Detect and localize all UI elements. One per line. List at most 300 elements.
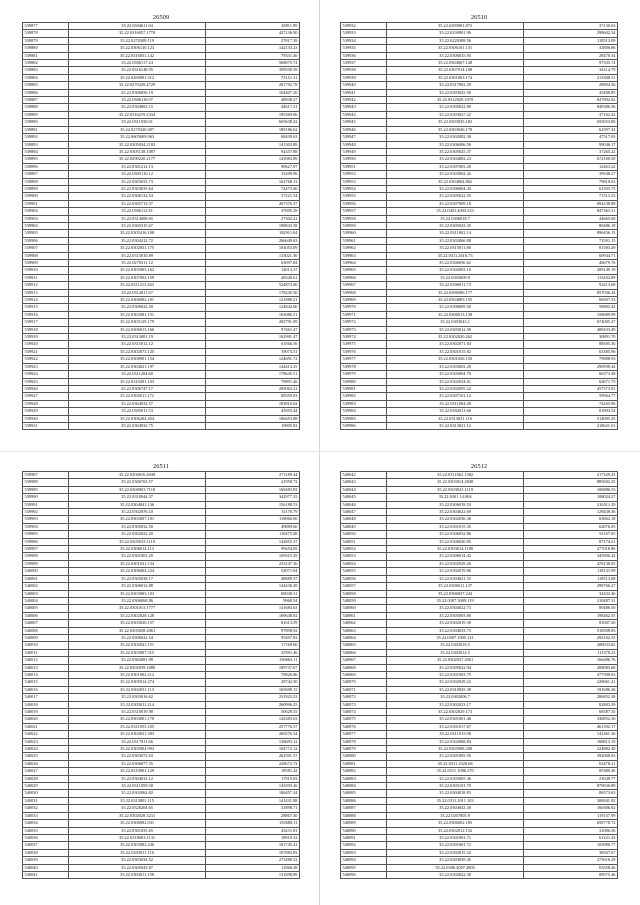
amount-cell: 849386.56 — [523, 104, 617, 111]
amount-cell: 69038.31 — [205, 590, 299, 597]
amount-cell: 52071.04 — [205, 568, 299, 575]
record-id-cell: 540083 — [341, 775, 387, 782]
table-row — [341, 723, 618, 730]
table-row — [341, 74, 618, 81]
table-row — [23, 230, 300, 237]
record-id-cell: 539944 — [341, 111, 387, 118]
table-row — [23, 679, 300, 686]
cadastral-code-cell: 35.22.0302037.2061 — [387, 657, 524, 664]
record-id-cell: 540000 — [23, 568, 69, 575]
record-id-cell: 539927 — [23, 393, 69, 400]
record-id-cell: 539997 — [23, 546, 69, 553]
amount-cell: 476138.05 — [523, 560, 617, 567]
amount-cell: 231923.53 — [205, 694, 299, 701]
amount-cell: 285063.21 — [205, 385, 299, 392]
cadastral-code-cell: 35.22.0303023.1119 — [387, 486, 524, 493]
amount-cell: 59964.77 — [523, 393, 617, 400]
record-id-cell: 540085 — [341, 790, 387, 797]
amount-cell: 106457.24 — [205, 790, 299, 797]
record-id-cell: 540087 — [341, 805, 387, 812]
cadastral-code-cell: 35.22.0311.1020.68 — [387, 760, 524, 767]
amount-cell: 70826.86 — [205, 671, 299, 678]
amount-cell: 104407.20 — [205, 89, 299, 96]
cadastral-code-cell: 35.22.0301015.82 — [387, 348, 524, 355]
record-id-cell: 539983 — [341, 400, 387, 407]
table-row — [23, 282, 300, 289]
table-row — [341, 297, 618, 304]
cadastral-code-cell: 35.22.0311.2616.73 — [387, 252, 524, 259]
cadastral-code-cell: 35.22.0313021.116 — [387, 415, 524, 422]
record-id-cell: 539946 — [341, 126, 387, 133]
amount-cell: 392068.63 — [523, 753, 617, 760]
cadastral-code-cell: 35.22.0301212.13 — [69, 163, 206, 170]
record-id-cell: 540082 — [341, 768, 387, 775]
record-id-cell: 539996 — [23, 538, 69, 545]
amount-cell: 79331.46 — [205, 52, 299, 59]
table-row — [23, 538, 300, 545]
record-id-cell: 540075 — [341, 716, 387, 723]
record-id-cell: 540026 — [23, 760, 69, 767]
amount-cell: 79888.93 — [523, 356, 617, 363]
cadastral-code-cell: 35.22.0305004.993 — [69, 746, 206, 753]
cadastral-code-cell: 35.22.0303039.45 — [387, 857, 524, 864]
table-row — [341, 422, 618, 429]
cadastral-code-cell: 35.22.0302018.5 — [387, 642, 524, 649]
amount-cell: 61503.75 — [523, 185, 617, 192]
record-id-cell: 539919 — [23, 334, 69, 341]
amount-cell: 46679.76 — [523, 260, 617, 267]
cadastral-code-cell: 35.22.0305315.67 — [69, 222, 206, 229]
table-row — [341, 134, 618, 141]
table-row — [23, 664, 300, 671]
table-row — [23, 612, 300, 619]
table-row — [23, 834, 300, 841]
cadastral-code-cell: 35.22.0305033.1110 — [69, 538, 206, 545]
record-id-cell: 540079 — [341, 746, 387, 753]
cadastral-code-cell: 35.22.0304021.303 — [69, 731, 206, 738]
table-row — [341, 334, 618, 341]
cadastral-code-cell: 35.22.0304021.197 — [69, 363, 206, 370]
amount-cell: 156663.11 — [205, 657, 299, 664]
table-row — [23, 171, 300, 178]
table-row — [23, 516, 300, 523]
amount-cell: 44617.21 — [205, 104, 299, 111]
record-id-cell: 539933 — [341, 30, 387, 37]
record-id-cell: 540050 — [341, 531, 387, 538]
records-table — [340, 22, 618, 430]
table-row — [23, 827, 300, 834]
cadastral-code-cell: 35.22.0302012.152 — [387, 827, 524, 834]
table-row — [341, 583, 618, 590]
record-id-cell: 540027 — [23, 768, 69, 775]
cadastral-code-cell: 35.22.0315012.12 — [69, 341, 206, 348]
record-id-cell: 539969 — [341, 297, 387, 304]
cadastral-code-cell: 35.22.0306130.123 — [69, 45, 206, 52]
amount-cell: 106886.53 — [523, 486, 617, 493]
cadastral-code-cell: 35.22.0302011.66 — [387, 408, 524, 415]
table-row — [341, 494, 618, 501]
table-row — [341, 126, 618, 133]
cadastral-code-cell: 35.22.0302019.86 — [387, 568, 524, 575]
cadastral-code-cell: 35.22.0304022.73 — [387, 605, 524, 612]
amount-cell: 336852.36 — [523, 716, 617, 723]
record-id-cell: 540062 — [341, 620, 387, 627]
cadastral-code-cell: 35.22.0308901.154 — [69, 356, 206, 363]
amount-cell: 58885.42 — [523, 304, 617, 311]
cadastral-code-cell: 35.22.0317002.29 — [387, 82, 524, 89]
record-id-cell: 539909 — [23, 260, 69, 267]
table-row — [341, 156, 618, 163]
cadastral-code-cell: 35.22.0310001.129 — [69, 768, 206, 775]
cadastral-code-cell: 35.22.0317011.66 — [69, 738, 206, 745]
table-row — [341, 612, 618, 619]
record-id-cell: 540060 — [341, 605, 387, 612]
cadastral-code-cell: 35.22.0311062.1382 — [387, 472, 524, 479]
table-row — [23, 790, 300, 797]
table-row — [23, 97, 300, 104]
table-row — [341, 827, 618, 834]
amount-cell: 92413.68 — [523, 282, 617, 289]
record-id-cell: 539912 — [23, 282, 69, 289]
cadastral-code-cell: 35.22.0310019.98 — [69, 709, 206, 716]
table-row — [341, 52, 618, 59]
amount-cell: 89486.50 — [523, 605, 617, 612]
table-row — [23, 45, 300, 52]
amount-cell: 63385.96 — [523, 348, 617, 355]
cadastral-code-cell: 35.22.0306006.177 — [387, 289, 524, 296]
record-id-cell: 539884 — [23, 74, 69, 81]
record-id-cell: 539954 — [341, 185, 387, 192]
cadastral-code-cell: 35.22.0305003.80 — [387, 612, 524, 619]
record-id-cell: 540094 — [341, 857, 387, 864]
record-id-cell: 539968 — [341, 289, 387, 296]
table-row — [341, 400, 618, 407]
record-id-cell: 540095 — [341, 864, 387, 871]
amount-cell: 224882.49 — [523, 746, 617, 753]
amount-cell: 68587.35 — [523, 709, 617, 716]
table-row — [23, 422, 300, 429]
amount-cell: 31086.56 — [523, 827, 617, 834]
record-id-cell: 540061 — [341, 612, 387, 619]
cadastral-code-cell: 35.22.0304043.30 — [387, 805, 524, 812]
record-id-cell: 539924 — [23, 371, 69, 378]
amount-cell: 674005.27 — [523, 319, 617, 326]
record-id-cell: 540054 — [341, 560, 387, 567]
cadastral-code-cell: 35.22.0318003.1131 — [69, 834, 206, 841]
amount-cell: 524873.00 — [205, 282, 299, 289]
amount-cell: 111378.23 — [523, 649, 617, 656]
table-row — [341, 319, 618, 326]
record-id-cell: 539925 — [23, 378, 69, 385]
table-row — [341, 857, 618, 864]
cadastral-code-cell: 35.22.0306006.56 — [387, 141, 524, 148]
table-row — [23, 723, 300, 730]
cadastral-code-cell: 35.22.0302039.1080 — [69, 664, 206, 671]
table-row — [23, 753, 300, 760]
cadastral-code-cell: 35.22.0401.4003.323 — [387, 208, 524, 215]
table-row — [341, 37, 618, 44]
table-row — [23, 126, 300, 133]
amount-cell: 91167.05 — [523, 531, 617, 538]
amount-cell: 46540.61 — [205, 274, 299, 281]
amount-cell: 198843.58 — [205, 222, 299, 229]
amount-cell: 82883.39 — [523, 701, 617, 708]
table-row — [341, 363, 618, 370]
amount-cell: 267376.37 — [205, 200, 299, 207]
table-row — [341, 634, 618, 641]
record-id-cell: 539986 — [341, 422, 387, 429]
record-id-cell: 540044 — [341, 486, 387, 493]
record-id-cell: 540039 — [23, 857, 69, 864]
amount-cell: 18581.42 — [205, 768, 299, 775]
record-id-cell: 540068 — [341, 664, 387, 671]
cadastral-code-cell: 35.22.0303034.52 — [69, 857, 206, 864]
cadastral-code-cell: 35.22.0313001.115 — [69, 797, 206, 804]
table-row — [341, 141, 618, 148]
amount-cell: 277018.86 — [523, 546, 617, 553]
cadastral-code-cell: 35.22.0301001.46 — [387, 716, 524, 723]
cadastral-code-cell: 35.22.0307002.159 — [69, 274, 206, 281]
table-row — [341, 23, 618, 30]
record-id-cell: 539964 — [341, 260, 387, 267]
amount-cell: 62876.05 — [523, 523, 617, 530]
cadastral-code-cell: 35.22.0306014.42 — [387, 553, 524, 560]
table-row — [23, 531, 300, 538]
table-row — [341, 67, 618, 74]
record-id-cell: 540018 — [23, 701, 69, 708]
record-id-cell: 539898 — [23, 178, 69, 185]
record-id-cell: 539894 — [23, 148, 69, 155]
sheet-bottom-right — [340, 462, 618, 879]
table-row — [23, 260, 300, 267]
record-id-cell: 539984 — [341, 408, 387, 415]
cadastral-code-cell: 35.22.0302034.61 — [387, 378, 524, 385]
record-id-cell: 539916 — [23, 311, 69, 318]
amount-cell: 162991.47 — [205, 334, 299, 341]
amount-cell: 60944.71 — [523, 252, 617, 259]
record-id-cell: 539883 — [23, 67, 69, 74]
record-id-cell: 540043 — [341, 479, 387, 486]
record-id-cell: 540019 — [23, 709, 69, 716]
amount-cell: 275480.52 — [205, 857, 299, 864]
record-id-cell: 539914 — [23, 297, 69, 304]
record-id-cell: 539978 — [341, 363, 387, 370]
record-id-cell: 539934 — [341, 37, 387, 44]
table-row — [341, 289, 618, 296]
cadastral-code-cell: 35.22.0306018.53 — [387, 501, 524, 508]
cadastral-code-cell: 35.22.0306002.101 — [69, 297, 206, 304]
cadastral-code-cell: 35.22.0306068.86 — [69, 597, 206, 604]
record-id-cell: 539903 — [23, 215, 69, 222]
cadastral-code-cell: 35.22.0301003.75 — [387, 671, 524, 678]
record-id-cell: 539887 — [23, 97, 69, 104]
cadastral-code-cell: 35.22.0304002.15 — [69, 104, 206, 111]
table-row — [23, 597, 300, 604]
record-id-cell: 540049 — [341, 523, 387, 530]
cadastral-code-cell: 35.22.0302071.84 — [387, 341, 524, 348]
amount-cell: 155688.11 — [205, 820, 299, 827]
amount-cell: 198462.55 — [523, 612, 617, 619]
table-row — [23, 400, 300, 407]
amount-cell: 34214.79 — [523, 67, 617, 74]
table-row — [341, 812, 618, 819]
record-id-cell: 539935 — [341, 45, 387, 52]
record-id-cell: 539937 — [341, 60, 387, 67]
cadastral-code-cell: 35.22.0305025.37 — [387, 148, 524, 155]
amount-cell: 165698.15 — [205, 686, 299, 693]
amount-cell: 163086.51 — [205, 311, 299, 318]
page-divider-horizontal — [0, 451, 640, 452]
record-id-cell: 540020 — [23, 716, 69, 723]
amount-cell: 275616.29 — [523, 857, 617, 864]
cadastral-code-cell: 35.22.0302076.10 — [69, 509, 206, 516]
amount-cell: 101745.41 — [205, 842, 299, 849]
cadastral-code-cell: 35.22.0307.1005.121 — [387, 634, 524, 641]
amount-cell: 19073.51 — [205, 348, 299, 355]
cadastral-code-cell: 35.22.0605609.963 — [69, 134, 206, 141]
record-id-cell: 540029 — [23, 783, 69, 790]
table-row — [341, 171, 618, 178]
cadastral-code-cell: 35.22.0306011.73 — [387, 282, 524, 289]
cadastral-code-cell: 35.22.0316051.142 — [69, 52, 206, 59]
table-row — [23, 193, 300, 200]
amount-cell: 28470.34 — [523, 52, 617, 59]
record-id-cell: 539904 — [23, 222, 69, 229]
amount-cell: 359530.59 — [205, 67, 299, 74]
amount-cell: 12013.37 — [205, 267, 299, 274]
table-row — [23, 326, 300, 333]
cadastral-code-cell: 35.22.0305005.36 — [387, 775, 524, 782]
amount-cell: 879036.89 — [523, 783, 617, 790]
amount-cell: 141683.63 — [205, 605, 299, 612]
table-row — [23, 783, 300, 790]
amount-cell: 306941.82 — [523, 797, 617, 804]
table-row — [23, 311, 300, 318]
table-row — [23, 111, 300, 118]
table-row — [23, 842, 300, 849]
cadastral-code-cell: 35.22.0301035.65 — [69, 827, 206, 834]
amount-cell: 81007.20 — [523, 620, 617, 627]
cadastral-code-cell: 35.22.0290901.872 — [387, 23, 524, 30]
cadastral-code-cell: 35.22.0302081.151 — [69, 311, 206, 318]
cadastral-code-cell: 35.22.0306056.19 — [69, 89, 206, 96]
amount-cell: 121888.21 — [205, 297, 299, 304]
record-id-cell: 539879 — [23, 37, 69, 44]
amount-cell: 518508.83 — [523, 627, 617, 634]
record-id-cell: 540037 — [23, 842, 69, 849]
cadastral-code-cell: 35.22.0304032.57 — [69, 400, 206, 407]
record-id-cell: 539917 — [23, 319, 69, 326]
table-row — [23, 494, 300, 501]
cadastral-code-cell: 35.22.0300003.7118 — [69, 486, 206, 493]
amount-cell: 142361.36 — [523, 731, 617, 738]
table-row — [23, 849, 300, 856]
record-id-cell: 540056 — [341, 575, 387, 582]
amount-cell: 124842.60 — [205, 304, 299, 311]
amount-cell: 115432.89 — [523, 274, 617, 281]
cadastral-code-cell: 35.22.0302082.38 — [387, 134, 524, 141]
amount-cell: 63862.18 — [523, 516, 617, 523]
cadastral-code-cell: 35.22.0301015.35 — [387, 523, 524, 530]
cadastral-code-cell: 35.22.0306012.88 — [69, 583, 206, 590]
amount-cell: 290998.44 — [523, 363, 617, 370]
cadastral-code-cell: 35.22.0312011.67 — [69, 289, 206, 296]
amount-cell: 142855.37 — [205, 538, 299, 545]
table-row — [341, 597, 618, 604]
amount-cell: 457573.81 — [523, 385, 617, 392]
cadastral-code-cell: 35.22.0306013.138 — [387, 311, 524, 318]
amount-cell: 166486.76 — [523, 657, 617, 664]
record-id-cell: 539965 — [341, 267, 387, 274]
record-id-cell: 539988 — [23, 479, 69, 486]
cadastral-code-cell: 35.22.0306112.81 — [69, 208, 206, 215]
cadastral-code-cell: 35.22.0302062.82 — [69, 790, 206, 797]
cadastral-code-cell: 35.22.0306082.031 — [69, 820, 206, 827]
table-row — [23, 701, 300, 708]
cadastral-code-cell: 35.22.0301 14.004 — [387, 494, 524, 501]
amount-cell: 118513.08 — [523, 575, 617, 582]
table-row — [341, 701, 618, 708]
amount-cell: 57221.54 — [205, 193, 299, 200]
record-id-cell: 540074 — [341, 709, 387, 716]
table-row — [341, 553, 618, 560]
amount-cell: 665638.22 — [205, 119, 299, 126]
table-row — [341, 501, 618, 508]
table-row — [341, 237, 618, 244]
record-id-cell: 540001 — [23, 575, 69, 582]
cadastral-code-cell: 35.22.0303001.170 — [69, 716, 206, 723]
table-row — [341, 509, 618, 516]
amount-cell: 63566.56 — [205, 341, 299, 348]
amount-cell: 266649.63 — [205, 237, 299, 244]
amount-cell: 11868.38 — [205, 864, 299, 871]
record-id-cell: 539960 — [341, 230, 387, 237]
cadastral-code-cell: 35.22.0307014.108 — [387, 67, 524, 74]
table-row — [23, 334, 300, 341]
amount-cell: 857036.44 — [523, 289, 617, 296]
table-row — [341, 679, 618, 686]
table-row — [341, 148, 618, 155]
amount-cell: 286033.82 — [523, 642, 617, 649]
table-row — [23, 812, 300, 819]
cadastral-code-cell: 35.22.0260901.312 — [69, 74, 206, 81]
record-id-cell: 539940 — [341, 82, 387, 89]
table-row — [341, 694, 618, 701]
record-id-cell: 539926 — [23, 385, 69, 392]
table-row — [341, 642, 618, 649]
record-id-cell: 540092 — [341, 842, 387, 849]
record-id-cell: 539989 — [23, 486, 69, 493]
cadastral-code-cell: 35.22.0303011.214 — [69, 701, 206, 708]
record-id-cell: 539918 — [23, 326, 69, 333]
cadastral-code-cell: 35.22.0301026.150 — [387, 356, 524, 363]
cadastral-code-cell: 35.22.0270311.12 — [69, 260, 206, 267]
cadastral-code-cell: 35.22.0302041.151 — [69, 642, 206, 649]
amount-cell: 37695.29 — [205, 208, 299, 215]
amount-cell: 477398.63 — [523, 671, 617, 678]
table-row — [23, 472, 300, 479]
record-id-cell: 539928 — [23, 400, 69, 407]
amount-cell: 28867.30 — [205, 812, 299, 819]
table-row — [341, 871, 618, 878]
table-row — [341, 671, 618, 678]
cadastral-code-cell: 35.22.0302011.172 — [69, 393, 206, 400]
cadastral-code-cell: 35.22.0301017.67 — [387, 723, 524, 730]
amount-cell: 10805.82 — [205, 422, 299, 429]
table-row — [23, 82, 300, 89]
cadastral-code-cell: 35.22.0303028.2061 — [69, 627, 206, 634]
cadastral-code-cell: 35.22.0306004.43 — [387, 185, 524, 192]
